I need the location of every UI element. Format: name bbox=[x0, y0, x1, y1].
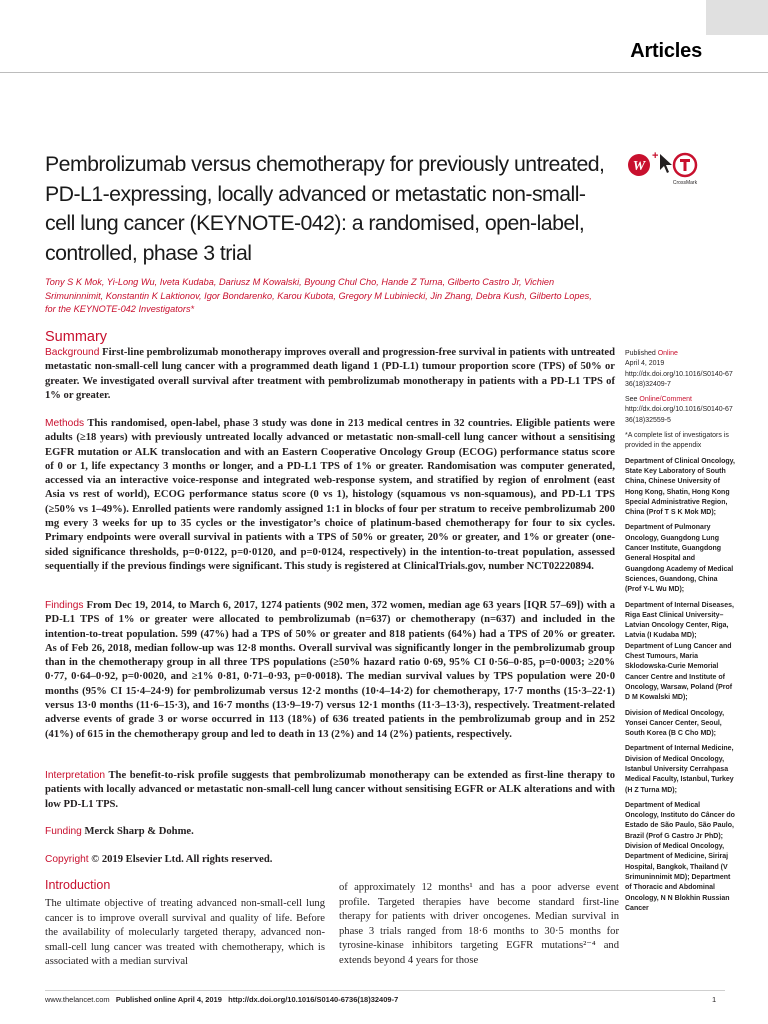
affiliation: Department of Internal Medicine, Division of Medical Oncology, Istanbul University Cerrahpasa Medical Faculty, Istanbul, Turkey (H Z Turna MD); bbox=[625, 745, 734, 794]
affiliation: Department of Medical Oncology, Instituto do Câncer do Estado de São Paulo, São Paulo, Brazil (Prof G Castro Jr PhD); Division of Medical Oncology, Department of Medicine, Siriraj Hospital, Bangkok, Thailand (V Srimuninnimit MD); Department of Thoracic and Abdominal Oncology, N N Blokhin Russian Cancer bbox=[625, 801, 735, 912]
article-sidebar bbox=[625, 349, 735, 919]
investigators-footnote: *A complete list of investigators is provided in the appendix bbox=[625, 432, 729, 450]
introduction-column-2: of approximately 12 months¹ and has a poor adverse event profile. Targeted therapies have become standard first-line therapy for patients with driver oncogenes. Median survival in phase 3 trials ranged from 18·6 months to 30·5 months for tyrosine-kinase inhibitors targeting EGFR mutations²⁻⁴ and extends beyond 4 years for those bbox=[339, 882, 619, 966]
crossmark-label: CrossMark bbox=[672, 180, 698, 186]
footer-doi-link[interactable]: http://dx.doi.org/10.1016/S0140-6736(18)32409-7 bbox=[228, 995, 399, 1004]
findings-label: Findings bbox=[45, 600, 84, 611]
header-tab-block bbox=[706, 0, 768, 35]
article-title: Pembrolizumab versus chemotherapy for previously untreated, PD-L1-expressing, locally advanced or metastatic non-small-cell lung cancer (KEYNOTE-042): a randomised, open-label, controlled, phase 3 trial bbox=[45, 152, 605, 265]
publisher-logos bbox=[627, 150, 722, 186]
crossmark-icon[interactable] bbox=[673, 154, 698, 186]
abstract-copyright bbox=[45, 853, 615, 867]
section-heading: Articles bbox=[630, 40, 702, 62]
comment-doi-link[interactable]: http://dx.doi.org/10.1016/S0140-6736(18)32559-5 bbox=[625, 406, 733, 424]
copyright-label: Copyright bbox=[45, 854, 89, 865]
summary-heading: Summary bbox=[45, 329, 108, 345]
methods-label: Methods bbox=[45, 418, 85, 429]
footer-published: Published online April 4, 2019 bbox=[115, 995, 222, 1004]
crossmark-logos-svg bbox=[627, 150, 722, 186]
published-online-link[interactable]: Online bbox=[657, 350, 678, 357]
affiliation: Division of Medical Oncology, Yonsei Cancer Center, Seoul, South Korea (B C Cho MD); bbox=[625, 709, 725, 738]
background-text: First-line pembrolizumab monotherapy improves overall and progression-free survival in patients with untreated metastatic non-small-cell lung cancer with a programmed death ligand 1 (PD-L1) tumour proportion score (TPS) of 50% or greater. We investigated overall survival after treatment with pembrolizumab monotherapy in patients with a PD-L1 TPS of 1% or greater. bbox=[45, 347, 616, 401]
abstract-funding bbox=[45, 825, 615, 839]
abstract-methods bbox=[45, 417, 615, 574]
affiliation: Department of Clinical Oncology, State Key Laboratory of South China, Chinese University of Hong Kong, Shatin, Hong Kong Special Administrative Region, China (Prof T S K Mok MD); bbox=[625, 457, 735, 517]
see-also-info bbox=[625, 395, 735, 426]
author-list: Tony S K Mok, Yi-Long Wu, Iveta Kudaba, Dariusz M Kowalski, Byoung Chul Cho, Hande Z Turna, Gilberto Castro Jr, Vichien Srimuninnimit, Konstantin K Laktionov, Igor Bondarenko, Karou Kubota, Gregory M Lubiniecki, Jin Zhang, Debra Kush, Gilberto Lopes, for the KEYNOTE-042 Investigators* bbox=[45, 277, 592, 314]
footer-divider bbox=[45, 990, 725, 991]
abstract-findings bbox=[45, 599, 615, 742]
see-label: See bbox=[625, 396, 638, 404]
funding-text: Merck Sharp & Dohme. bbox=[84, 826, 194, 837]
findings-text: From Dec 19, 2014, to March 6, 2017, 1274 patients (902 men, 372 women, median age 63 years [IQR 57–69]) with a PD-L1 TPS of 1% or greater were allocated to pembrolizumab (n=637) or chemotherapy (n=637) and included in the intention-to-treat population. 599 (47%) had a TPS of 50% or greater and 818 patients (64%) had a TPS of 20% or greater. As of Feb 26, 2018, median follow-up was 12·8 months. Overall survival was significantly longer in the pembrolizumab group than in the chemotherapy group in all three TPS populations (≥50% hazard ratio 0·69, 95% CI 0·56–0·85, p=0·0003; ≥20% 0·77, 0·64–0·92, p=0·0020, and ≥1% 0·81, 0·71–0·93, p=0·0018). The median survival values by TPS population were 20·0 months (95% CI 15·4–24·9) for pembrolizumab versus 12·2 months (10·4–14·2) for chemotherapy, 17·7 months (15·3–22·1) versus 13·0 months (11·6–15·3), and 16·7 months (13·9–19·7) versus 12·1 months (11·3–13·3), respectively. Treatment-related adverse events of grade 3 or worse occurred in 113 (18%) of 636 treated patients in the pembrolizumab group and in 252 (41%) of 615 in the chemotherapy group and led to death in 13 (2%) and 14 (2%) patients, respectively. bbox=[45, 600, 615, 740]
cursor-icon bbox=[660, 154, 672, 173]
introduction-column-1: The ultimate objective of treating advanced non-small-cell lung cancer is to improve overall survival and quality of life. Before the availability of molecularly targeted therapy, advanced non-small-cell lung cancer was treated with chemotherapy, which is associated with a median survival bbox=[45, 898, 325, 968]
published-info bbox=[625, 349, 735, 390]
published-date: April 4, 2019 bbox=[625, 360, 665, 368]
page-number: 1 bbox=[712, 995, 717, 1004]
copyright-text: © 2019 Elsevier Ltd. All rights reserved. bbox=[91, 854, 273, 865]
svg-text:+: + bbox=[652, 150, 659, 162]
interpretation-text: The benefit-to-risk profile suggests that pembrolizumab monotherapy can be extended as first-line therapy to patients with locally advanced or metastatic non-small-cell lung cancer without sensitising EGFR or ALK alterations and with low PD-L1 TPS. bbox=[45, 770, 615, 810]
abstract-interpretation bbox=[45, 769, 615, 812]
comment-link[interactable]: Online/Comment bbox=[639, 396, 692, 404]
introduction-heading: Introduction bbox=[45, 878, 111, 892]
affiliation: Department of Internal Diseases, Riga East Clinical University–Latvian Oncology Center, Riga, Latvia (I Kudaba MD); Department of Lung Cancer and Chest Tumours, Maria Sklodowska-Curie Memorial Cancer Centre and Institute of Oncology, Warsaw, Poland (Prof D M Kowalski MD); bbox=[625, 601, 734, 702]
abstract-background bbox=[45, 346, 615, 403]
funding-label: Funding bbox=[45, 826, 82, 837]
affiliation: Department of Pulmonary Oncology, Guangdong Lung Cancer Institute, Guangdong General Hospital and Guangdong Academy of Medical Sciences, Guandong, China (Prof Y-L Wu MD); bbox=[625, 524, 734, 594]
interpretation-label: Interpretation bbox=[45, 770, 106, 781]
page-footer bbox=[45, 995, 398, 1004]
background-label: Background bbox=[45, 347, 100, 358]
w-plus-icon[interactable] bbox=[628, 150, 658, 176]
footer-site-link[interactable]: www.thelancet.com bbox=[45, 995, 110, 1004]
methods-text: This randomised, open-label, phase 3 study was done in 213 medical centres in 32 countries. Eligible patients were adults (≥18 years) with previously untreated locally advanced or metastatic non-small-cell lung cancer without a sensitising EGFR mutation or ALK translocation and with an Eastern Cooperative Oncology Group (ECOG) performance status score of 0 or 1, life expectancy 3 months or longer, and a PD-L1 TPS of 1% or greater. Randomisation was computer generated, accessed via an interactive voice-response and integrated web-response system, and stratified by region of enrolment (east Asia vs rest of world), ECOG performance status score (0 vs 1), histology (squamous vs non-squamous), and PD-L1 TPS (≥50% vs 1–49%). Enrolled patients were randomly assigned 1:1 in blocks of four per stratum to receive pembrolizumab 200 mg every 3 weeks for up to 35 cycles or the investigator’s choice of platinum-based chemotherapy for four to six cycles. Primary endpoints were overall survival in patients with a TPS of 50% or greater, 20% or greater, and 1% or greater (one-sided significance thresholds, p=0·0122, p=0·0120, and p=0·0124, respectively) in the intention-to-treat population, assessed sequentially if the previous findings were significant. This study is registered at ClinicalTrials.gov, number NCT02220894. bbox=[45, 418, 615, 572]
svg-text:W: W bbox=[632, 159, 646, 174]
published-label: Published bbox=[625, 350, 656, 357]
published-doi-link[interactable]: http://dx.doi.org/10.1016/S0140-6736(18)32409-7 bbox=[625, 370, 733, 388]
header-divider bbox=[0, 72, 768, 73]
